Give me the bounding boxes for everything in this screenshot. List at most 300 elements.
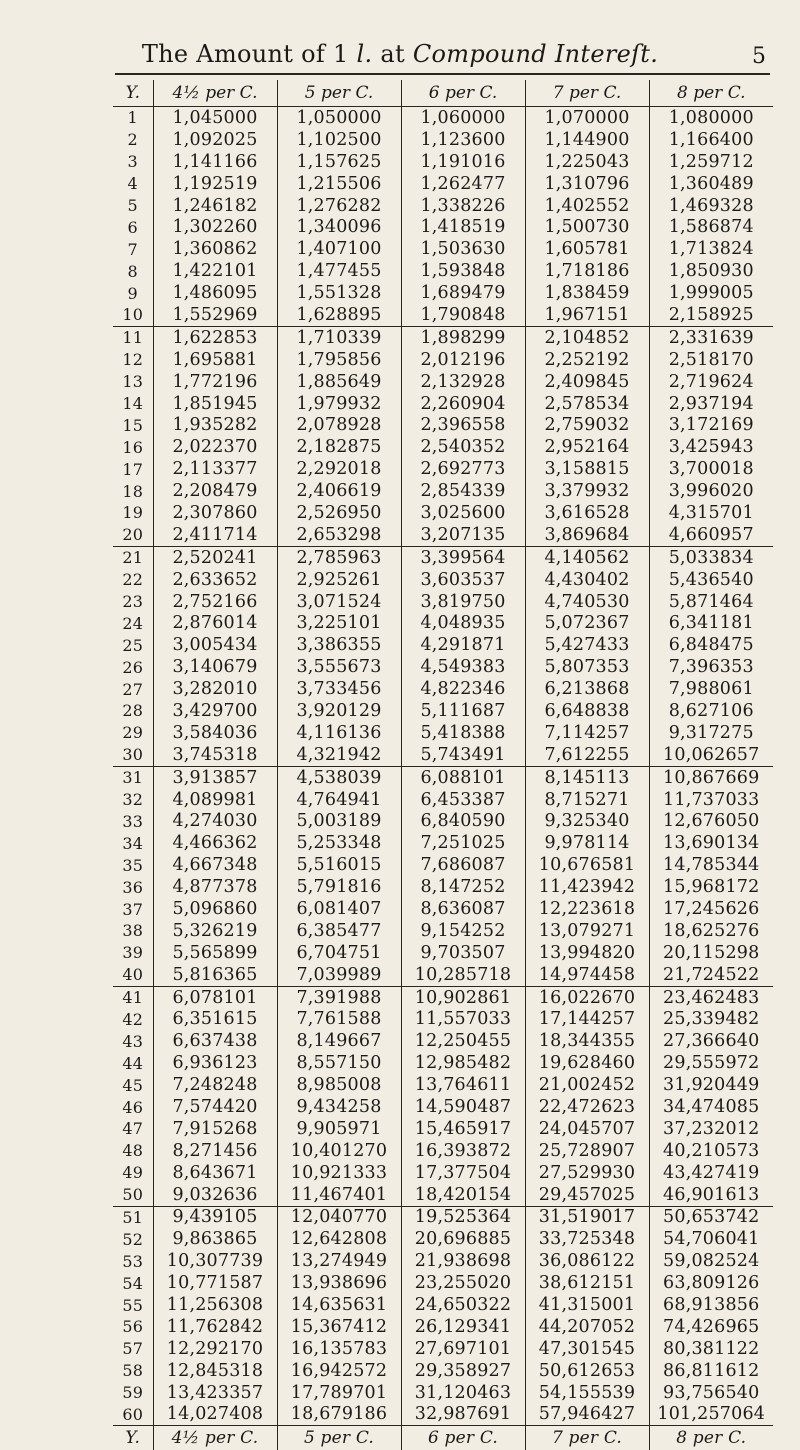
table-row [113,151,773,173]
cell-4-5-percent: 1,246182 [153,195,277,217]
cell-years: 42 [113,1009,153,1031]
cell-7-percent: 44,207052 [525,1316,649,1338]
cell-7-percent: 17,144257 [525,1009,649,1031]
cell-years: 7 [113,238,153,260]
table-row [113,1382,773,1404]
cell-7-percent: 29,457025 [525,1184,649,1206]
cell-years: 43 [113,1030,153,1052]
cell-years: 26 [113,656,153,678]
cell-4-5-percent: 14,027408 [153,1404,277,1426]
cell-6-percent: 17,377504 [401,1162,525,1184]
cell-6-percent: 10,285718 [401,964,525,986]
cell-4-5-percent: 1,622853 [153,326,277,348]
cell-4-5-percent: 6,078101 [153,986,277,1008]
footer-4-5-percent: 4½ per C. [153,1426,277,1450]
cell-5-percent: 1,795856 [277,349,401,371]
table-header-row [113,80,773,107]
cell-8-percent: 17,245626 [663,899,760,919]
cell-6-percent: 2,396558 [401,414,525,436]
cell-6-percent: 7,251025 [401,832,525,854]
table-row [113,129,773,151]
cell-8-percent: 29,555972 [663,1053,760,1074]
cell-8-percent: 5,871464 [668,591,754,612]
table-row [113,326,773,348]
cell-8-percent: 2,331639 [649,326,773,348]
cell-4-5-percent: 5,565899 [153,942,277,964]
cell-4-5-percent: 2,633652 [153,569,277,591]
cell-8-percent: 18,625276 [663,920,760,941]
cell-6-percent: 12,985482 [401,1052,525,1074]
title-italic: Compound Intereſt. [412,40,659,68]
table-row [113,1009,773,1031]
cell-6-percent: 1,262477 [401,173,525,195]
cell-4-5-percent: 1,302260 [153,216,277,238]
cell-6-percent: 9,703507 [401,942,525,964]
cell-7-percent: 38,612151 [525,1272,649,1294]
column-header-6-percent: 6 per C. [401,80,525,107]
cell-7-percent: 36,086122 [525,1250,649,1272]
cell-4-5-percent: 2,208479 [153,480,277,502]
cell-8-percent: 63,809126 [663,1273,760,1294]
cell-5-percent: 11,467401 [277,1184,401,1206]
cell-5-percent: 1,215506 [277,173,401,195]
cell-years: 53 [113,1250,153,1272]
table-row [113,216,773,238]
cell-5-percent: 4,764941 [277,789,401,811]
cell-7-percent: 2,252192 [525,349,649,371]
title-text: The Amount of 1 [141,40,349,68]
table-row [113,458,773,480]
table-row [113,789,773,811]
cell-5-percent: 3,920129 [277,700,401,722]
cell-7-percent: 14,974458 [525,964,649,986]
cell-5-percent: 16,135783 [277,1338,401,1360]
cell-6-percent: 10,902861 [401,986,525,1008]
cell-7-percent: 9,325340 [525,811,649,833]
cell-6-percent: 2,540352 [401,436,525,458]
table-row [113,811,773,833]
table-row [113,1118,773,1140]
cell-7-percent: 8,145113 [525,766,649,788]
cell-6-percent: 8,636087 [401,898,525,920]
cell-years: 20 [113,524,153,546]
table-row [113,414,773,436]
cell-4-5-percent: 13,423357 [153,1382,277,1404]
cell-years: 10 [113,304,153,326]
table-row [113,1294,773,1316]
cell-8-percent: 74,426965 [663,1316,760,1337]
table-row [113,700,773,722]
table-row [113,371,773,393]
cell-6-percent: 23,255020 [401,1272,525,1294]
cell-4-5-percent: 3,140679 [153,656,277,678]
cell-4-5-percent: 2,113377 [153,458,277,480]
cell-years: 46 [113,1096,153,1118]
cell-4-5-percent: 3,745318 [153,744,277,766]
table-row [113,942,773,964]
cell-4-5-percent: 5,096860 [153,898,277,920]
table-row [113,1228,773,1250]
cell-5-percent: 1,157625 [277,151,401,173]
cell-8-percent: 3,700018 [668,459,754,480]
cell-years: 40 [113,964,153,986]
cell-6-percent: 2,692773 [401,458,525,480]
cell-6-percent: 24,650322 [401,1294,525,1316]
cell-years: 14 [113,393,153,415]
cell-8-percent: 4,315701 [668,502,754,523]
title-unit: l. [356,40,373,68]
cell-4-5-percent: 11,762842 [153,1316,277,1338]
cell-4-5-percent: 7,915268 [153,1118,277,1140]
cell-4-5-percent: 1,552969 [153,304,277,326]
cell-7-percent: 33,725348 [525,1228,649,1250]
cell-5-percent: 5,791816 [277,876,401,898]
page-number: 5 [752,44,766,69]
cell-8-percent: 27,366640 [663,1031,760,1052]
cell-6-percent: 1,123600 [401,129,525,151]
cell-years: 27 [113,678,153,700]
cell-8-percent: 101,257064 [657,1404,766,1425]
cell-4-5-percent: 1,486095 [153,282,277,304]
cell-6-percent: 8,147252 [401,876,525,898]
cell-5-percent: 1,407100 [277,238,401,260]
cell-years: 5 [113,195,153,217]
cell-5-percent: 1,050000 [277,107,401,129]
cell-7-percent: 10,676581 [525,854,649,876]
cell-years: 11 [113,326,153,348]
cell-years: 51 [113,1206,153,1228]
cell-4-5-percent: 1,192519 [153,173,277,195]
cell-7-percent: 50,612653 [525,1360,649,1382]
table-row [113,1052,773,1074]
cell-years: 34 [113,832,153,854]
table-row [113,722,773,744]
cell-7-percent: 47,301545 [525,1338,649,1360]
cell-6-percent: 6,088101 [401,766,525,788]
cell-6-percent: 4,549383 [401,656,525,678]
cell-7-percent: 3,869684 [525,524,649,546]
cell-7-percent: 7,612255 [525,744,649,766]
cell-8-percent: 14,785344 [663,855,760,876]
table-row [113,634,773,656]
cell-8-percent: 93,756540 [663,1382,760,1403]
cell-8-percent: 10,062657 [663,744,760,765]
table-row [113,1030,773,1052]
cell-4-5-percent: 6,351615 [153,1009,277,1031]
cell-years: 1 [113,107,153,129]
cell-7-percent: 12,223618 [525,898,649,920]
cell-4-5-percent: 1,772196 [153,371,277,393]
cell-4-5-percent: 8,643671 [153,1162,277,1184]
cell-years: 6 [113,216,153,238]
cell-7-percent: 5,427433 [525,634,649,656]
footer-7-percent: 7 per C. [525,1426,649,1450]
cell-6-percent: 29,358927 [401,1360,525,1382]
cell-years: 56 [113,1316,153,1338]
table-row [113,876,773,898]
cell-7-percent: 2,578534 [525,393,649,415]
footer-8-percent: 8 per C. [649,1426,773,1450]
table-row [113,107,773,129]
table-row [113,964,773,986]
cell-5-percent: 9,434258 [277,1096,401,1118]
cell-7-percent: 3,379932 [525,480,649,502]
cell-4-5-percent: 4,667348 [153,854,277,876]
cell-years: 49 [113,1162,153,1184]
cell-5-percent: 2,406619 [277,480,401,502]
cell-8-percent: 3,425943 [668,437,754,458]
cell-6-percent: 6,840590 [401,811,525,833]
cell-6-percent: 2,012196 [401,349,525,371]
cell-years: 60 [113,1404,153,1426]
cell-6-percent: 4,048935 [401,612,525,634]
cell-7-percent: 1,838459 [525,282,649,304]
cell-7-percent: 3,158815 [525,458,649,480]
cell-4-5-percent: 3,913857 [153,766,277,788]
cell-4-5-percent: 3,584036 [153,722,277,744]
cell-5-percent: 1,979932 [277,393,401,415]
cell-8-percent: 31,920449 [663,1075,760,1096]
cell-8-percent: 1,586874 [668,217,754,238]
cell-5-percent: 1,477455 [277,260,401,282]
footer-years: Y. [113,1426,153,1450]
cell-6-percent: 2,132928 [401,371,525,393]
cell-years: 28 [113,700,153,722]
cell-6-percent: 1,790848 [401,304,525,326]
cell-5-percent: 8,149667 [277,1030,401,1052]
cell-6-percent: 21,938698 [401,1250,525,1272]
cell-6-percent: 19,525364 [401,1206,525,1228]
cell-4-5-percent: 1,360862 [153,238,277,260]
cell-5-percent: 5,003189 [277,811,401,833]
table-row [113,480,773,502]
header-rule [115,73,770,75]
cell-7-percent: 8,715271 [525,789,649,811]
compound-interest-table [113,80,773,1450]
cell-years: 47 [113,1118,153,1140]
cell-years: 36 [113,876,153,898]
cell-7-percent: 1,605781 [525,238,649,260]
cell-7-percent: 4,740530 [525,591,649,613]
cell-7-percent: 27,529930 [525,1162,649,1184]
table-row [113,393,773,415]
cell-8-percent: 7,396353 [668,657,754,678]
cell-5-percent: 10,401270 [277,1140,401,1162]
cell-4-5-percent: 12,845318 [153,1360,277,1382]
table-row [113,1272,773,1294]
cell-7-percent: 1,310796 [525,173,649,195]
cell-8-percent: 34,474085 [663,1097,760,1118]
cell-4-5-percent: 1,935282 [153,414,277,436]
table-row [113,569,773,591]
cell-5-percent: 7,391988 [277,986,401,1008]
cell-5-percent: 6,385477 [277,920,401,942]
cell-6-percent: 1,418519 [401,216,525,238]
cell-7-percent: 31,519017 [525,1206,649,1228]
cell-6-percent: 5,111687 [401,700,525,722]
cell-8-percent: 23,462483 [649,986,773,1008]
table-footer-row [113,1426,773,1450]
cell-8-percent: 59,082524 [663,1251,760,1272]
table-row [113,349,773,371]
table-row [113,546,773,568]
table-row [113,1360,773,1382]
cell-4-5-percent: 11,256308 [153,1294,277,1316]
cell-4-5-percent: 10,771587 [153,1272,277,1294]
cell-years: 55 [113,1294,153,1316]
cell-7-percent: 1,144900 [525,129,649,151]
cell-years: 38 [113,920,153,942]
cell-5-percent: 2,182875 [277,436,401,458]
cell-4-5-percent: 2,752166 [153,591,277,613]
cell-6-percent: 18,420154 [401,1184,525,1206]
cell-7-percent: 21,002452 [525,1074,649,1096]
cell-4-5-percent: 1,141166 [153,151,277,173]
cell-years: 39 [113,942,153,964]
cell-7-percent: 9,978114 [525,832,649,854]
cell-4-5-percent: 12,292170 [153,1338,277,1360]
cell-6-percent: 31,120463 [401,1382,525,1404]
cell-7-percent: 2,952164 [525,436,649,458]
table-row [113,173,773,195]
cell-6-percent: 13,764611 [401,1074,525,1096]
cell-5-percent: 2,653298 [277,524,401,546]
cell-5-percent: 4,321942 [277,744,401,766]
table-row [113,920,773,942]
cell-5-percent: 7,039989 [277,964,401,986]
cell-7-percent: 2,409845 [525,371,649,393]
cell-6-percent: 9,154252 [401,920,525,942]
cell-7-percent: 24,045707 [525,1118,649,1140]
cell-4-5-percent: 1,695881 [153,349,277,371]
table-row [113,678,773,700]
cell-5-percent: 4,538039 [277,766,401,788]
cell-6-percent: 26,129341 [401,1316,525,1338]
cell-6-percent: 16,393872 [401,1140,525,1162]
cell-5-percent: 8,557150 [277,1052,401,1074]
cell-years: 59 [113,1382,153,1404]
cell-5-percent: 16,942572 [277,1360,401,1382]
cell-8-percent: 21,724522 [663,964,760,985]
cell-years: 19 [113,502,153,524]
cell-5-percent: 3,386355 [277,634,401,656]
cell-8-percent: 50,653742 [649,1206,773,1228]
cell-years: 12 [113,349,153,371]
cell-8-percent: 13,690134 [663,833,760,854]
cell-5-percent: 12,642808 [277,1228,401,1250]
cell-6-percent: 1,503630 [401,238,525,260]
cell-4-5-percent: 5,816365 [153,964,277,986]
table-row [113,591,773,613]
cell-5-percent: 17,789701 [277,1382,401,1404]
cell-6-percent: 15,465917 [401,1118,525,1140]
cell-4-5-percent: 3,429700 [153,700,277,722]
cell-7-percent: 5,807353 [525,656,649,678]
table-row [113,1096,773,1118]
cell-5-percent: 13,938696 [277,1272,401,1294]
cell-5-percent: 4,116136 [277,722,401,744]
cell-years: 57 [113,1338,153,1360]
cell-8-percent: 7,988061 [668,679,754,700]
cell-4-5-percent: 2,520241 [153,546,277,568]
cell-8-percent: 68,913856 [663,1295,760,1316]
cell-7-percent: 16,022670 [525,986,649,1008]
cell-years: 16 [113,436,153,458]
cell-years: 8 [113,260,153,282]
cell-5-percent: 3,071524 [277,591,401,613]
table-row [113,1338,773,1360]
cell-5-percent: 3,225101 [277,612,401,634]
cell-6-percent: 4,291871 [401,634,525,656]
cell-8-percent: 80,381122 [663,1338,760,1359]
cell-8-percent: 20,115298 [663,942,760,963]
table-row [113,1162,773,1184]
footer-6-percent: 6 per C. [401,1426,525,1450]
cell-years: 37 [113,898,153,920]
table-body [113,107,773,1426]
cell-7-percent: 1,070000 [525,107,649,129]
cell-8-percent: 37,232012 [663,1118,760,1139]
table-row [113,238,773,260]
cell-6-percent: 1,060000 [401,107,525,129]
column-header-7-percent: 7 per C. [525,80,649,107]
cell-8-percent: 1,360489 [668,173,754,194]
table-row [113,986,773,1008]
page-title [0,40,800,68]
cell-8-percent: 10,867669 [649,766,773,788]
cell-7-percent: 2,104852 [525,326,649,348]
cell-6-percent: 12,250455 [401,1030,525,1052]
title-connector: at [380,40,405,68]
cell-7-percent: 7,114257 [525,722,649,744]
cell-5-percent: 6,704751 [277,942,401,964]
table-row [113,854,773,876]
cell-years: 18 [113,480,153,502]
cell-4-5-percent: 7,574420 [153,1096,277,1118]
cell-5-percent: 18,679186 [277,1404,401,1426]
cell-7-percent: 41,315001 [525,1294,649,1316]
cell-4-5-percent: 1,045000 [153,107,277,129]
cell-8-percent: 2,518170 [668,349,754,370]
cell-years: 35 [113,854,153,876]
cell-4-5-percent: 4,274030 [153,811,277,833]
cell-years: 52 [113,1228,153,1250]
cell-years: 22 [113,569,153,591]
cell-4-5-percent: 6,637438 [153,1030,277,1052]
cell-8-percent: 5,033834 [649,546,773,568]
cell-6-percent: 3,207135 [401,524,525,546]
table-row [113,656,773,678]
cell-years: 24 [113,612,153,634]
cell-8-percent: 54,706041 [663,1229,760,1250]
cell-8-percent: 2,719624 [668,371,754,392]
cell-5-percent: 1,710339 [277,326,401,348]
cell-4-5-percent: 7,248248 [153,1074,277,1096]
table-row [113,1316,773,1338]
table-row [113,260,773,282]
cell-7-percent: 2,759032 [525,414,649,436]
cell-6-percent: 3,603537 [401,569,525,591]
cell-6-percent: 5,743491 [401,744,525,766]
cell-8-percent: 1,850930 [668,261,754,282]
cell-8-percent: 40,210573 [663,1140,760,1161]
cell-years: 30 [113,744,153,766]
cell-8-percent: 2,937194 [668,393,754,414]
column-header-5-percent: 5 per C. [277,80,401,107]
cell-4-5-percent: 2,307860 [153,502,277,524]
cell-7-percent: 4,140562 [525,546,649,568]
cell-8-percent: 25,339482 [663,1009,760,1030]
